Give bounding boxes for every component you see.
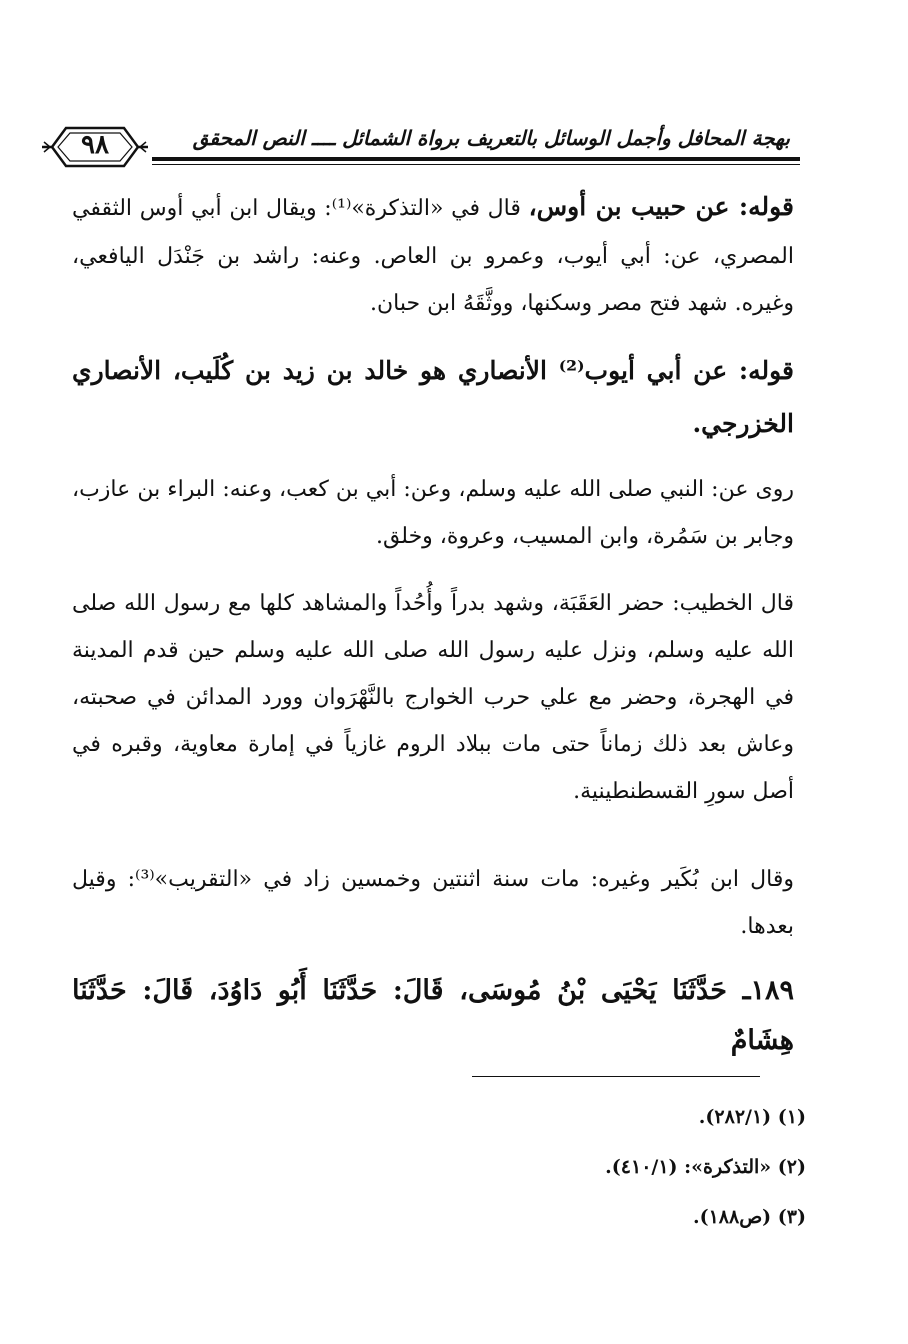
page-number-badge xyxy=(40,122,150,172)
paragraph-1-lead: قوله: عن حبيب بن أوس، xyxy=(528,192,794,221)
header-rule-thin xyxy=(152,164,800,165)
hadith-text: ١٨٩ـ حَدَّثَنَا يَحْيَى بْنُ مُوسَى، قَالَ: حَدَّثَنَا أَبُو دَاوُدَ، قَالَ: حَدَّثَنَا هِشَامٌ xyxy=(72,975,794,1056)
paragraph-1-text: قال في «التذكرة»⁽¹⁾: ويقال ابن أبي أوس الثقفي المصري، عن: أبي أيوب، وعمرو بن العاص. وعنه: راشد بن جَنْدَل اليافعي، وغيره. شهد فتح مصر وسكنها، ووثَّقَهُ ابن حبان. xyxy=(72,196,794,316)
paragraph-4-text: قال الخطيب: حضر العَقَبَة، وشهد بدراً وأُحُداً والمشاهد كلها مع رسول الله صلى الله عليه وسلم، ونزل عليه رسول الله صلى الله عليه وسلم حين قدم المدينة في الهجرة، وحضر مع علي حرب الخوارج بالنَّهْرَوان وورد المدائن في صحبته، وعاش بعد ذلك زماناً حتى مات ببلاد الروم غازياً في إمارة معاوية، وقبره في أصل سورِ القسطنطينية. xyxy=(72,591,794,804)
running-header xyxy=(40,112,800,176)
page-number: ٩٨ xyxy=(81,130,109,160)
paragraph-3-text: روى عن: النبي صلى الله عليه وسلم، وعن: أبي بن كعب، وعنه: البراء بن عازب، وجابر بن سَمُرة، وابن المسيب، وعروة، وخلق. xyxy=(72,477,794,549)
hadith-line xyxy=(72,966,794,1066)
footnote-3: (٣) (ص١٨٨). xyxy=(692,1206,806,1228)
paragraph-4 xyxy=(72,580,794,815)
paragraph-1 xyxy=(72,180,794,327)
header-rule xyxy=(152,157,800,161)
paragraph-3 xyxy=(72,466,794,560)
paragraph-2 xyxy=(72,344,794,450)
footnote-separator xyxy=(472,1076,760,1077)
footnotes xyxy=(286,1092,806,1242)
paragraph-2-heading: قوله: عن أبي أيوب⁽²⁾ الأنصاري هو خالد بن زيد بن كُلَيب، الأنصاري الخزرجي. xyxy=(72,356,795,438)
footnote-1: (١) (٢٨٢/١). xyxy=(698,1106,806,1128)
running-title: بهجة المحافل وأجمل الوسائل بالتعريف برواة الشمائل ــــ النص المحقق xyxy=(192,126,790,150)
footnote-2: (٢) «التذكرة»: (٤١٠/١). xyxy=(605,1156,806,1178)
paragraph-5-text: وقال ابن بُكَير وغيره: مات سنة اثنتين وخمسين زاد في «التقريب»⁽³⁾: وقيل بعدها. xyxy=(72,867,794,939)
paragraph-5 xyxy=(72,856,794,950)
